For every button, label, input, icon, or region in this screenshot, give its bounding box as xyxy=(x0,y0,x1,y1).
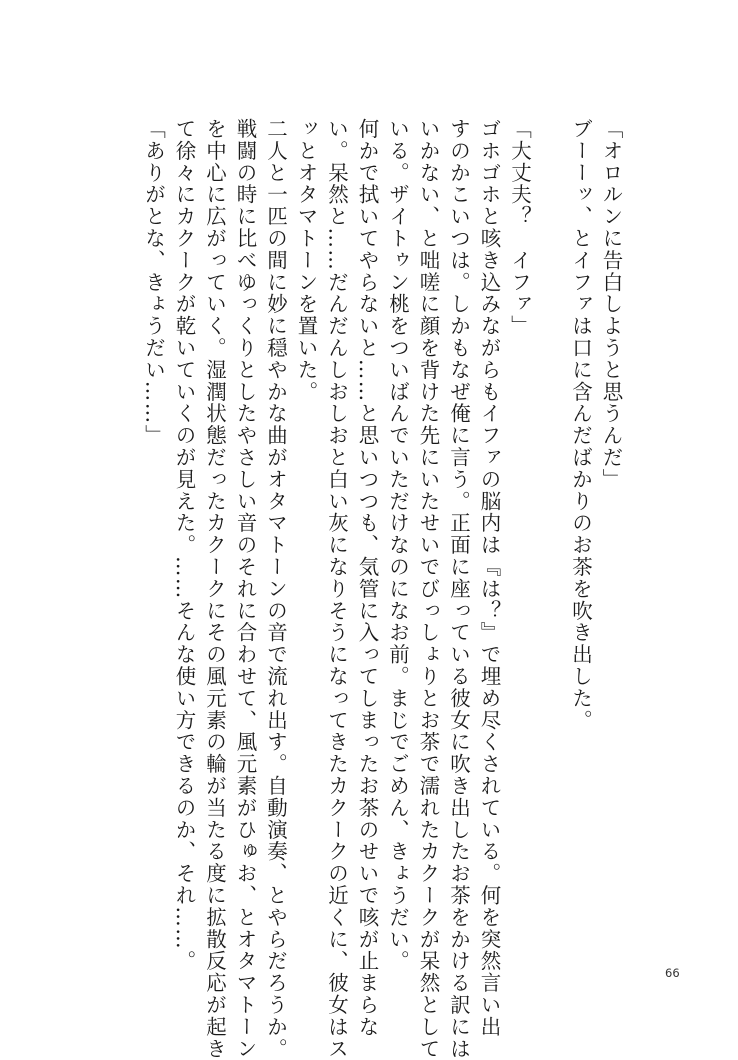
paragraph-gap xyxy=(535,118,566,948)
text-line: 「大丈夫？ イファ」 xyxy=(507,118,532,337)
vertical-text-body xyxy=(138,118,626,1060)
text-line: 二人と一匹の間に妙に穏やかな曲がオタマトーンの音で流れ出す。自動演奏、とやらだろうか。 xyxy=(263,118,288,1060)
text-line: 「ありがとな、きょうだい……」 xyxy=(141,118,166,447)
text-line: 何かで拭いてやらないと……と思いつつも、気管に入ってしまったお茶のせいで咳が止まらな xyxy=(355,118,379,1038)
text-line: ブーーッ、とイファは口に含んだばかりのお茶を吹き出した。 xyxy=(568,118,593,732)
text-line: すのかこいつは。しかもなぜ俺に言う。正面に座っている彼女に吹き出したお茶をかける訳には xyxy=(446,118,471,1060)
text-line: ッとオタマトーンを置いた。 xyxy=(294,118,318,403)
text-line: て徐々にカクークが乾いていくのが見えた。……そんな使い方できるのか、それ……。 xyxy=(172,118,196,973)
text-line: 戦闘の時に比べゆっくりとしたやさしい音のそれに合わせて、風元素がひゅお、とオタマトーン xyxy=(233,118,257,1060)
text-line: いる。ザイトゥン桃をついばんでいただけなのになお前。まじでごめん、きょうだい。 xyxy=(385,118,410,973)
text-line: 「オロルンに告白しようと思うんだ」 xyxy=(599,118,623,491)
text-line: を中心に広がっていく。湿潤状態だったカクークにその風元素の輪が当たる度に拡散反応が起き xyxy=(202,118,227,1060)
text-line: ゴホゴホと咳き込みながらもイファの脳内は『は？』で埋め尽くされている。何を突然言い出 xyxy=(477,118,501,1038)
text-line: い。呆然と……だんだんしおしおと白い灰になりそうになってきたカクークの近くに、彼女はス xyxy=(324,118,349,1060)
page-number: 66 xyxy=(665,966,680,980)
text-line: いかない、と咄嗟に顔を背けた先にいたせいでびっしょりとお茶で濡れたカクークが呆然として xyxy=(416,118,440,1060)
